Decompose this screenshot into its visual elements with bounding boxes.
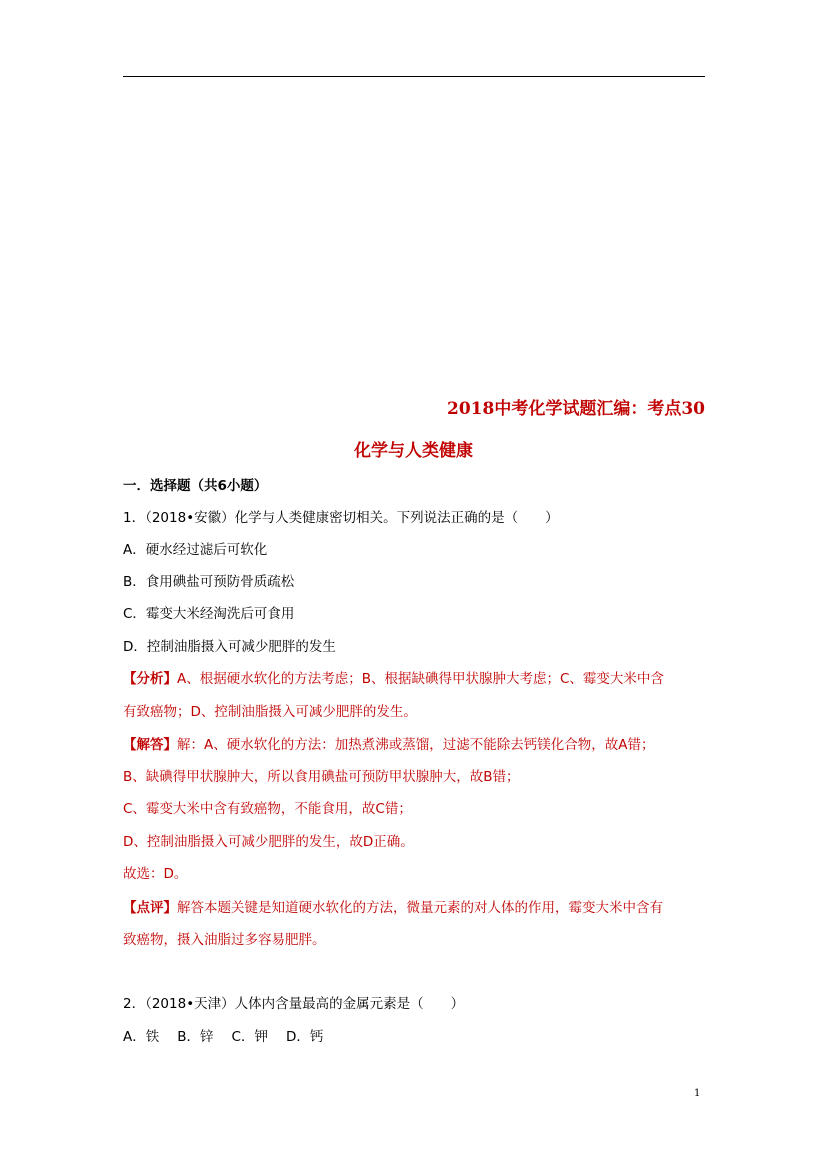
answer-text-1: 解：A、硬水软化的方法：加热煮沸或蒸馏，过滤不能除去钙镁化合物，故A错； [177, 737, 655, 753]
comment-tag: 【点评】 [123, 900, 177, 916]
comment-line-2: 致癌物，摄入油脂过多容易肥胖。 [123, 932, 326, 948]
document-subtitle: 化学与人类健康 [354, 441, 473, 461]
question-1-option-c: C．霉变大米经淘洗后可食用 [123, 606, 295, 622]
comment-text-1: 解答本题关键是知道硬水软化的方法，微量元素的对人体的作用，霉变大米中含有 [177, 900, 663, 916]
question-1-option-b: B．食用碘盐可预防骨质疏松 [123, 574, 295, 590]
question-1-option-d: D．控制油脂摄入可减少肥胖的发生 [123, 639, 336, 655]
question-2-option-c: C．钾 [231, 1029, 268, 1045]
question-1-stem: 1．（2018•安徽）化学与人类健康密切相关。下列说法正确的是（ ） [123, 510, 559, 526]
answer-tag: 【解答】 [123, 737, 177, 753]
comment-line-1 [123, 898, 663, 918]
question-2-stem: 2．（2018•天津）人体内含量最高的金属元素是（ ） [123, 996, 465, 1012]
header-rule [123, 76, 705, 77]
question-2-option-b: B．锌 [177, 1029, 214, 1045]
analysis-line-1 [123, 669, 664, 689]
answer-line-4: D、控制油脂摄入可减少肥胖的发生，故D正确。 [123, 834, 414, 850]
analysis-tag: 【分析】 [123, 671, 177, 687]
question-1-option-a: A．硬水经过滤后可软化 [123, 542, 268, 558]
question-2-option-d: D．钙 [285, 1029, 324, 1045]
analysis-line-2: 有致癌物；D、控制油脂摄入可减少肥胖的发生。 [123, 704, 417, 720]
document-title: 2018中考化学试题汇编：考点30 [447, 399, 705, 419]
answer-choice: 故选：D。 [123, 866, 188, 882]
page-number: 1 [694, 1088, 701, 1099]
answer-line-1 [123, 735, 654, 755]
question-2-options [123, 1027, 323, 1047]
answer-line-2: B、缺碘得甲状腺肿大，所以食用碘盐可预防甲状腺肿大，故B错； [123, 769, 520, 785]
answer-line-3: C、霉变大米中含有致癌物，不能食用，故C错； [123, 801, 412, 817]
section-heading: 一．选择题（共6小题） [123, 478, 268, 494]
analysis-text-1: A、根据硬水软化的方法考虑；B、根据缺碘得甲状腺肿大考虑；C、霉变大米中含 [177, 671, 664, 687]
question-2-option-a: A．铁 [123, 1029, 160, 1045]
